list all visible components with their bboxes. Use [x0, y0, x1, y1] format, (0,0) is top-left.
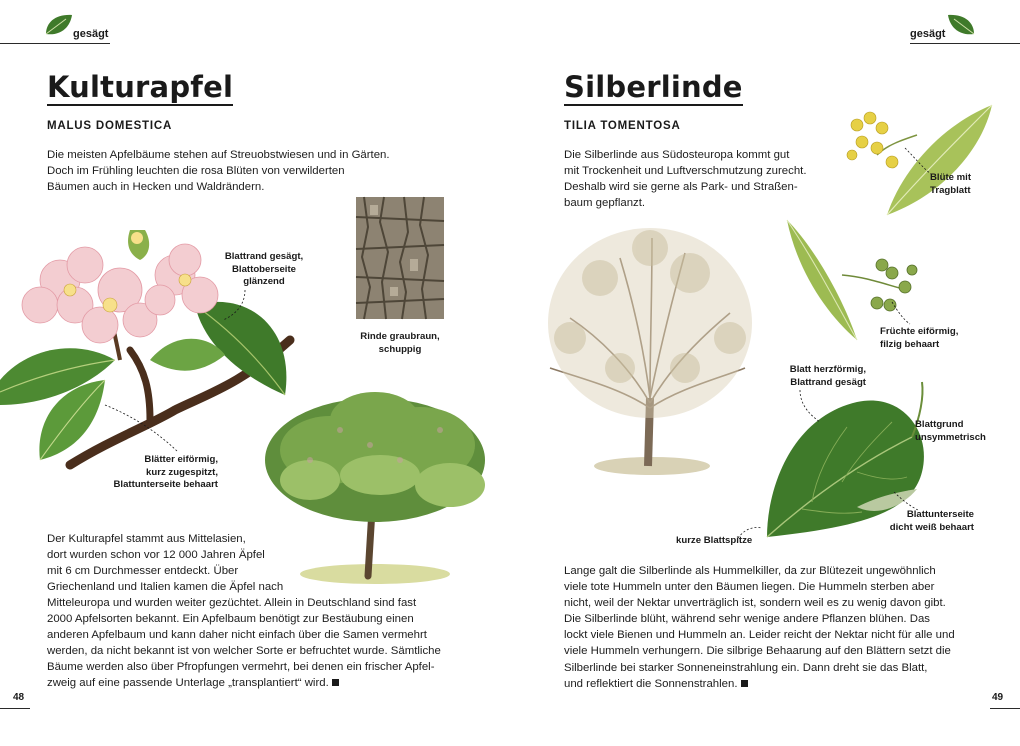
section-label: gesägt [910, 28, 946, 40]
caption-line: Tragblatt [930, 184, 971, 196]
intro-text [564, 147, 834, 211]
caption-line: filzig behaart [880, 338, 940, 350]
intro-line: Die Silberlinde aus Südosteuropa kommt gut [564, 149, 790, 161]
intro-line: Doch im Frühling leuchten die rosa Blüten von verwilderten [47, 165, 345, 178]
intro-line: Bäumen auch in Hecken und Waldrändern. [47, 181, 265, 194]
caption-leaf-shape [756, 364, 866, 389]
caption-bloom [930, 172, 1000, 197]
body-line-last [47, 675, 467, 691]
leaf-icon [946, 12, 976, 38]
caption-line: Blattunterseite [906, 509, 974, 520]
caption-line: Blattgrund [915, 419, 964, 430]
caption-line: Blattrand gesägt, [224, 251, 304, 262]
body-line: nicht, weil der Nektar unverträglich ist, sondern weil es zu wenig davon gibt. [564, 597, 946, 610]
caption-line: kurz zugespitzt, [146, 466, 218, 478]
body-line: Griechenland und Italien kamen die Äpfel nach [47, 581, 284, 594]
right-page [510, 0, 1020, 746]
pointer-line [790, 390, 830, 425]
page-number: 48 [13, 692, 25, 703]
pointer-line [215, 290, 275, 330]
pointer-line [736, 522, 766, 542]
caption-line: Rinde graubraun, [360, 331, 440, 342]
intro-text [47, 147, 467, 195]
page-number: 49 [992, 692, 1004, 703]
body-line: und reflektiert die Sonnenstrahlen. [564, 677, 738, 690]
caption-line: kurze Blattspitze [676, 535, 753, 546]
body-line-last [564, 676, 1004, 692]
body-line: werden, da nicht bekannt ist von welcher Sorte er befruchtet wurde. Sämtliche [47, 645, 441, 658]
body-line: viele tote Hummeln unter den Bäumen liegen. Die Hummeln sterben aber [564, 581, 935, 594]
caption-leaves [92, 454, 218, 492]
caption-leaf-base [915, 419, 1010, 444]
body-line: viele Hummeln verhungern. Die silbrige Behaarung auf den Blättern setzt die [564, 645, 951, 658]
intro-line: Deshalb wird sie gerne als Park- und Straßen- [564, 181, 798, 194]
leaf-icon [44, 12, 74, 38]
end-mark-icon [332, 679, 339, 686]
body-line: mit 6 cm Durchmesser entdeckt. Über [47, 565, 239, 578]
linden-tree-illustration [540, 218, 755, 478]
header-rule [0, 43, 110, 44]
body-text-narrow [47, 531, 297, 595]
caption-line: unsymmetrisch [915, 431, 986, 443]
body-line: Silberlinde bei starker Sonneneinstrahlung ein. Dann dreht sie das Blatt, [564, 661, 928, 674]
page-title: Silberlinde [564, 72, 743, 106]
body-line: dort wurden schon vor 12 000 Jahren Äpfel [47, 549, 265, 562]
caption-line: Blätter eiförmig, [144, 454, 218, 465]
body-line: Mitteleuropa und wurden weiter gezüchtet. Allein in Deutschland sind fast [47, 597, 417, 609]
footer-rule [990, 708, 1020, 709]
caption-line: glänzend [243, 276, 285, 288]
body-line: Bäume werden also über Pfropfungen vermehrt, bei denen ein frischer Apfel- [47, 661, 435, 674]
caption-line: dicht weiß behaart [889, 521, 974, 533]
page-title: Kulturapfel [47, 72, 233, 106]
body-line: Der Kulturapfel stammt aus Mittelasien, [47, 533, 246, 545]
caption-line: Blattrand gesägt [790, 376, 866, 388]
caption-line: Blatt herzförmig, [789, 364, 866, 375]
body-line: zweig auf eine passende Unterlage „transplantiert“ wird. [47, 677, 329, 690]
caption-bark [348, 331, 452, 356]
pointer-line [105, 405, 185, 455]
intro-line: mit Trockenheit und Luftverschmutzung zurecht. [564, 165, 807, 178]
body-line: lockt viele Bienen und Hummeln an. Leider reicht der Nektar nicht für alle und [564, 629, 955, 642]
caption-line: Blattoberseite [232, 263, 296, 275]
caption-line: Blüte mit [930, 172, 972, 183]
body-text [564, 563, 1004, 692]
caption-line: Blattunterseite behaart [113, 479, 218, 491]
latin-name: MALUS DOMESTICA [47, 120, 173, 132]
caption-line: Früchte eiförmig, [880, 326, 959, 337]
body-line: Die Silberlinde blüht, während sehr wenige andere Pflanzen blühen. Das [564, 613, 930, 626]
header-rule [910, 43, 1020, 44]
body-text-wide [47, 595, 467, 692]
pointer-line [890, 300, 920, 330]
body-line: 2000 Apfelsorten bekannt. Ein Apfelbaum benötigt zur Bestäubung einen [47, 613, 414, 626]
intro-line: Die meisten Apfelbäume stehen auf Streuobstwiesen und in Gärten. [47, 149, 390, 161]
body-line: anderen Apfelbaum und kann daher nicht einfach über die Samen vermehrt [47, 629, 427, 642]
intro-line: baum gepflanzt. [564, 197, 646, 210]
end-mark-icon [741, 680, 748, 687]
latin-name: TILIA TOMENTOSA [564, 120, 681, 132]
section-label: gesägt [73, 28, 109, 40]
caption-leaf-edge [214, 251, 314, 289]
caption-line: schuppig [378, 343, 422, 355]
footer-rule [0, 708, 30, 709]
pointer-line [905, 148, 935, 178]
pointer-line [892, 490, 932, 520]
body-line: Lange galt die Silberlinde als Hummelkiller, da zur Blütezeit ungewöhnlich [564, 565, 936, 577]
bark-illustration [356, 197, 444, 319]
